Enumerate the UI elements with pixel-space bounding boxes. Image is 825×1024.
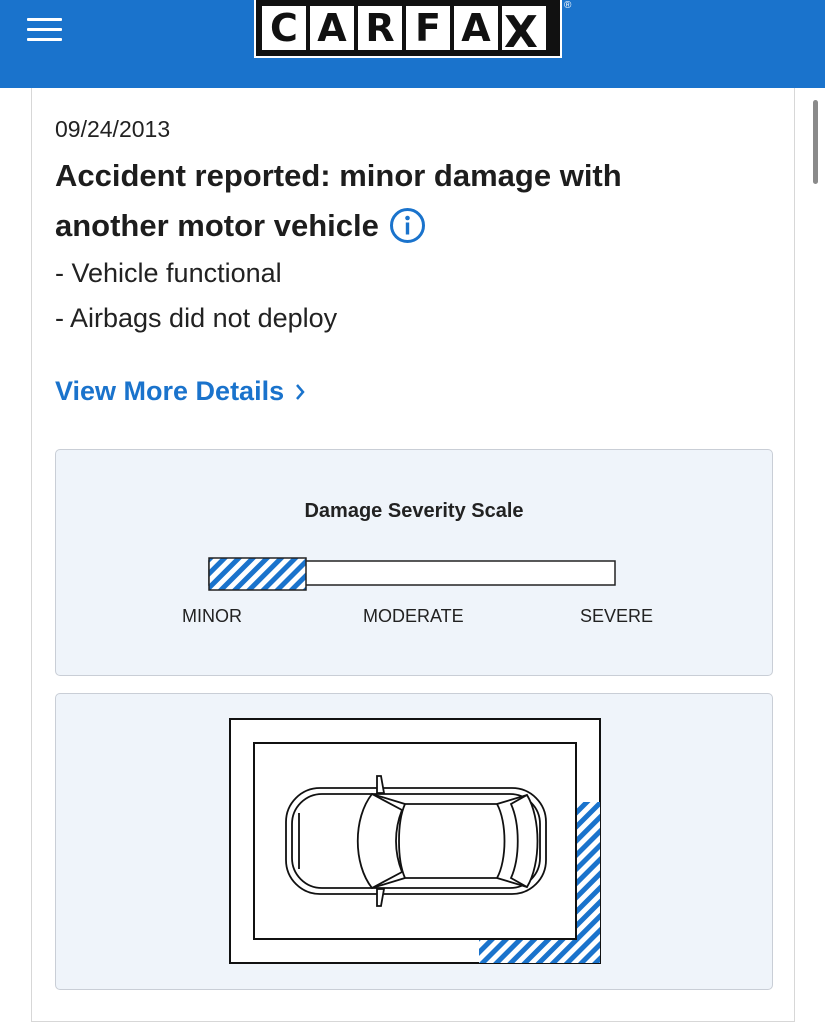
scrollbar[interactable] [813,100,818,184]
severity-label-severe: SEVERE [580,606,654,626]
logo-letter: A [310,6,354,50]
logo-letter: F [406,6,450,50]
record-title [55,151,695,251]
damage-location-diagram [229,718,603,966]
logo-letter-x: X [502,6,546,50]
carfax-logo[interactable] [254,0,562,58]
record-date: 09/24/2013 [55,116,171,142]
hamburger-menu-icon[interactable] [27,16,63,42]
logo-letter: A [454,6,498,50]
registered-mark: ® [564,0,572,11]
view-more-details-link[interactable] [55,376,306,407]
severity-scale-title: Damage Severity Scale [304,500,524,522]
info-circle-icon[interactable] [389,207,426,244]
severity-label-moderate: MODERATE [363,606,464,626]
detail-item-airbags: - Airbags did not deploy [55,303,338,333]
logo-letter: R [358,6,402,50]
record-title-text: Accident reported: minor damage with another motor vehicle [55,158,622,243]
severity-label-minor: MINOR [182,606,242,626]
car-top-view-icon [286,776,546,906]
damage-location-panel [55,693,773,990]
logo-letter: C [262,6,306,50]
app-header [0,0,825,88]
severity-scale-bar [208,557,616,591]
chevron-right-icon [294,382,306,402]
severity-fill [209,558,306,590]
view-more-details-label: View More Details [55,376,285,406]
damage-severity-panel [55,449,773,676]
detail-item-vehicle-functional: - Vehicle functional [55,258,282,288]
